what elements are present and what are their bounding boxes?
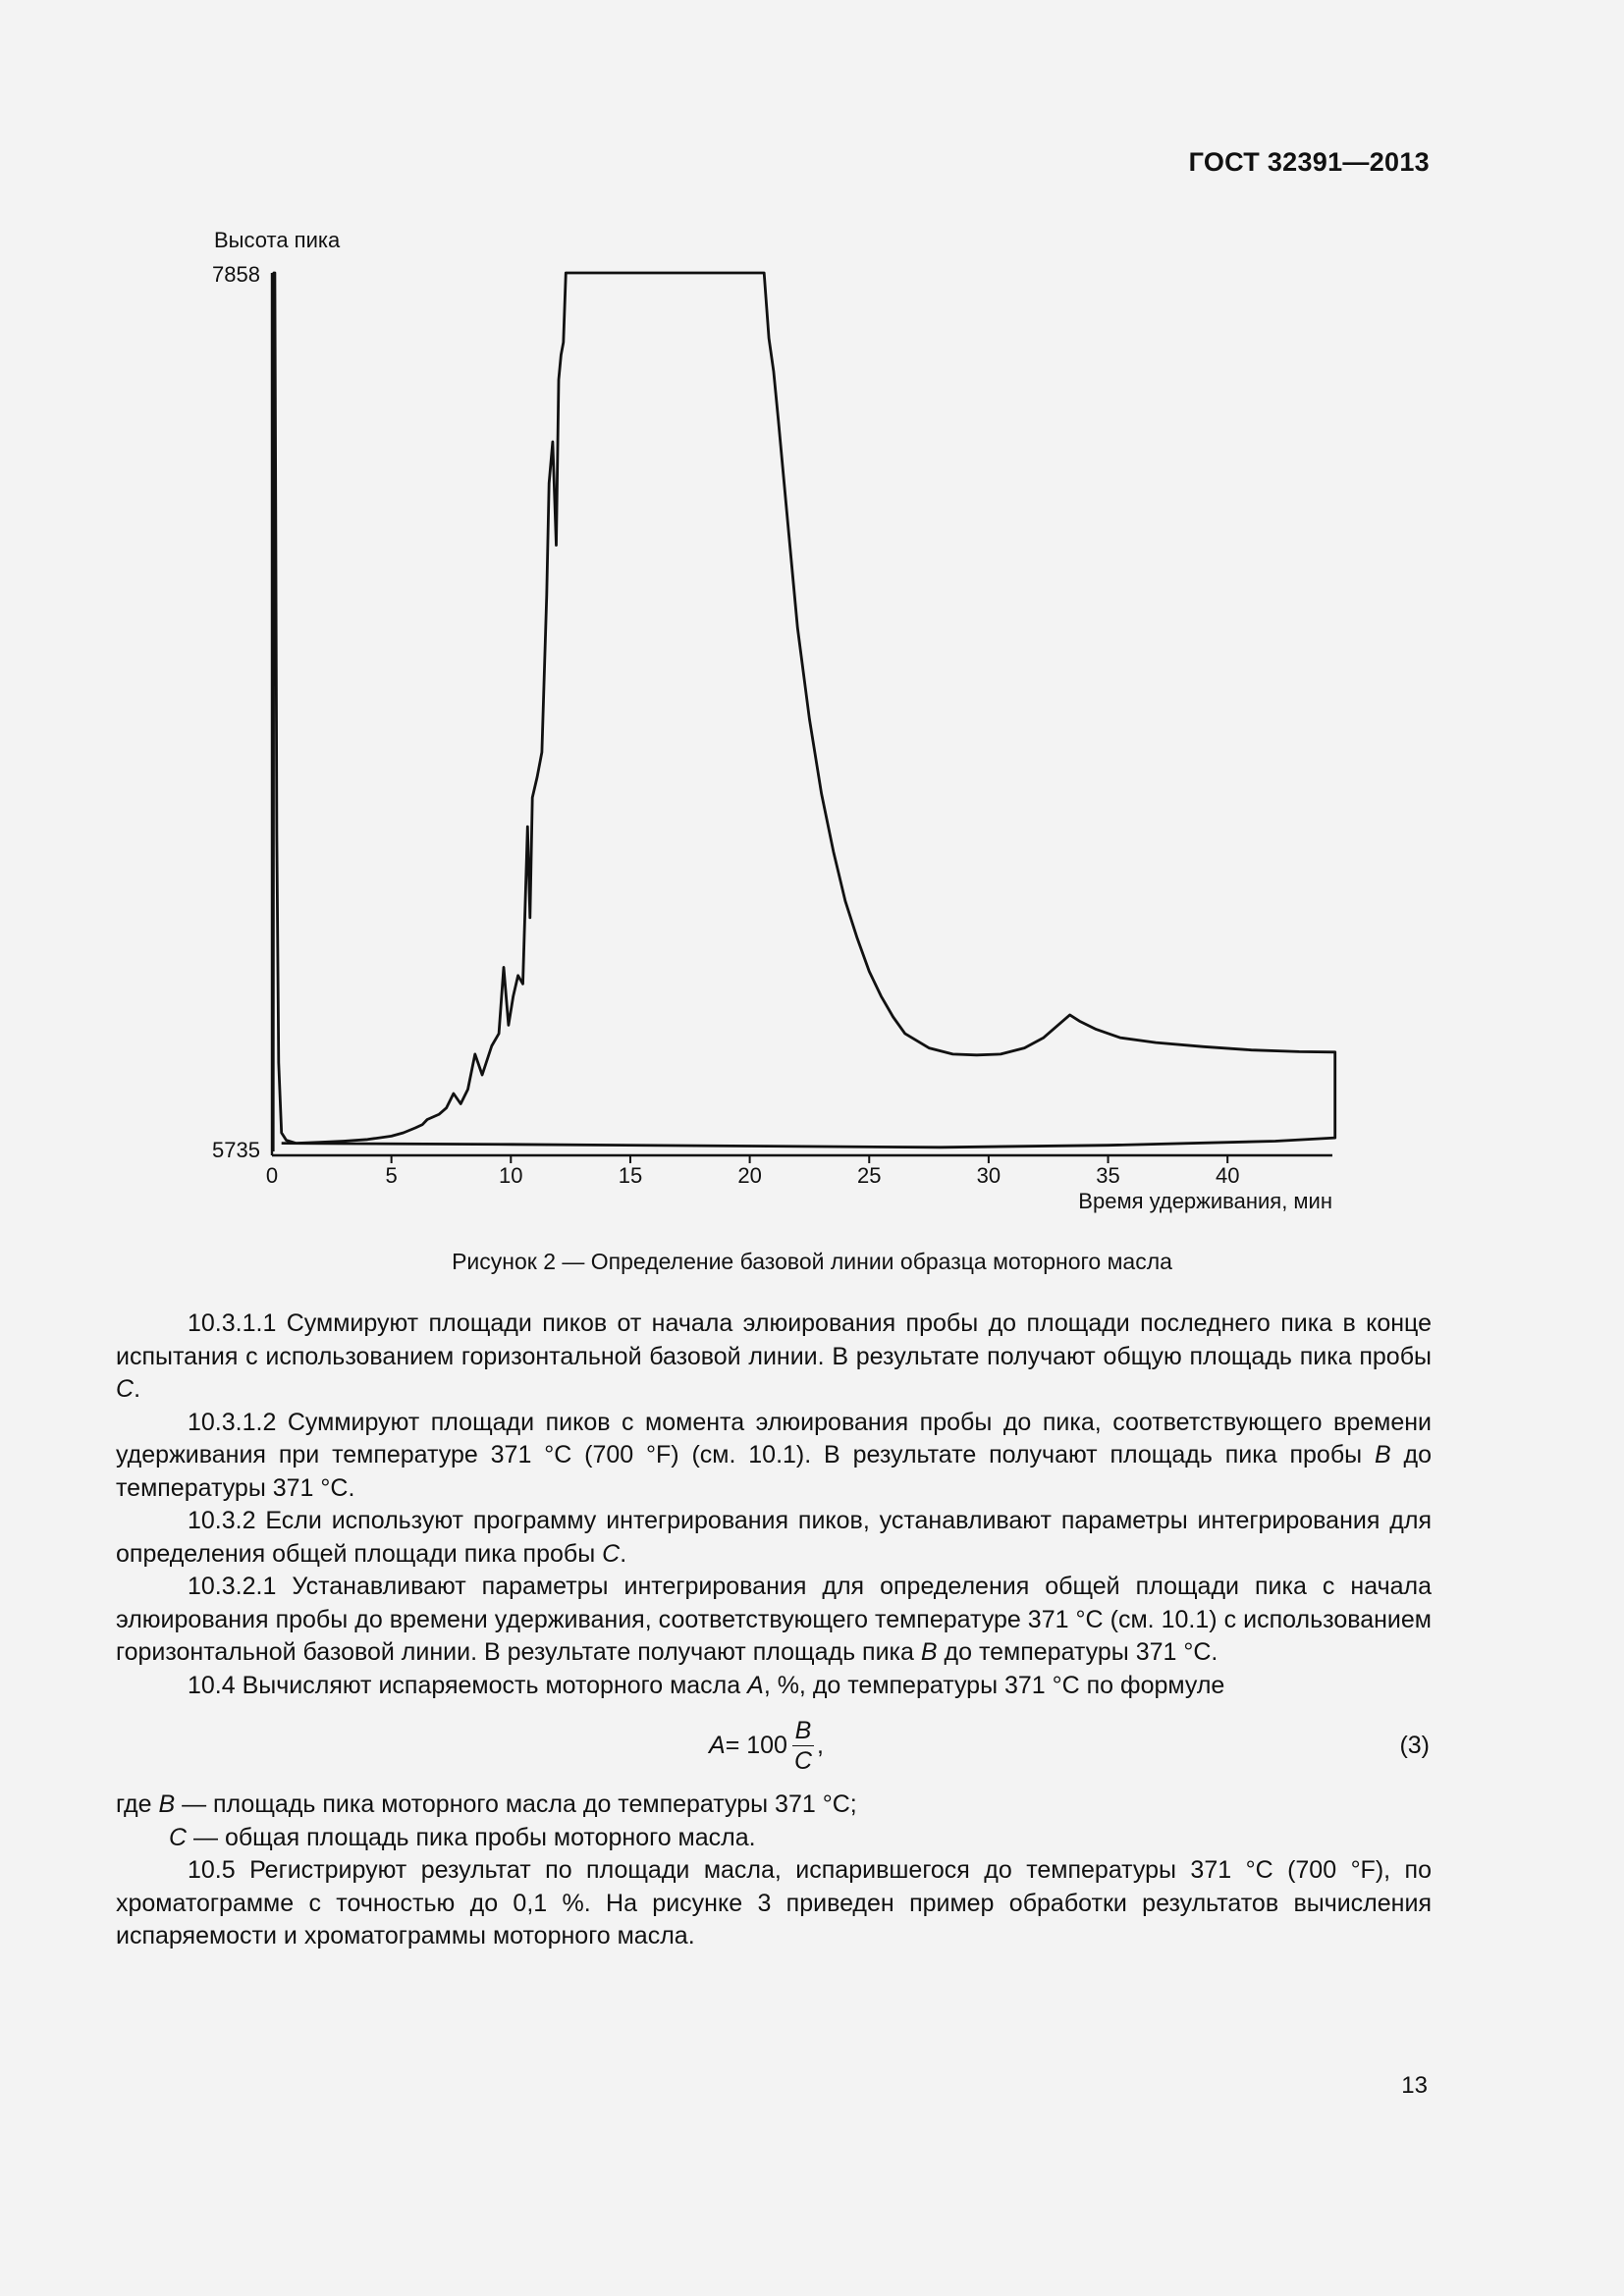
x-tick-label: 40: [1215, 1163, 1240, 1188]
x-tick-label: 25: [857, 1163, 882, 1188]
chromatogram-chart: [196, 216, 1355, 1217]
formula-number: (3): [1399, 1732, 1430, 1759]
where-line-2: C — общая площадь пика пробы моторного масла.: [169, 1823, 756, 1851]
chromatogram-trace: [273, 273, 1335, 1151]
x-tick-label: 20: [737, 1163, 762, 1188]
formula-fraction: [791, 1716, 815, 1776]
formula-lhs: A: [709, 1731, 726, 1759]
formula-trail: ,: [817, 1731, 824, 1759]
y-axis-label: Высота пика: [214, 228, 341, 252]
body-text: [116, 1308, 1432, 1953]
where-line-1: где B — площадь пика моторного масла до температуры 371 °C;: [116, 1790, 857, 1818]
x-axis-ticks: [266, 1155, 1240, 1188]
y-tick-label-max: 7858: [212, 262, 260, 287]
page-number: 13: [1401, 2072, 1428, 2099]
paragraph-10-3-2-1: 10.3.2.1 Устанавливают параметры интегрирования для определения общей площади пика с начала элюирования пробы до времени удерживания, соответствующего температуре 371 °C (см. 10.1) с использованием горизонтальной базовой линии. В результате получают площадь пика B до температуры 371 °C.: [116, 1573, 1432, 1666]
formula: [709, 1716, 824, 1776]
paragraph-10-3-1-1: 10.3.1.1 Суммируют площади пиков от начала элюирования пробы до площади последнего пика в конце испытания с использованием горизонтальной базовой линии. В результате получают общую площадь пика пробы C.: [116, 1309, 1432, 1403]
x-tick-label: 10: [499, 1163, 523, 1188]
figure-caption: Рисунок 2 — Определение базовой линии образца моторного масла: [452, 1249, 1172, 1274]
formula-coefficient: = 100: [725, 1731, 787, 1759]
x-tick-label: 15: [618, 1163, 643, 1188]
x-tick-label: 35: [1096, 1163, 1120, 1188]
formula-block: [116, 1710, 1432, 1785]
paragraph-10-4: 10.4 Вычисляют испаряемость моторного масла A, %, до температуры 371 °C по формуле: [188, 1671, 1225, 1699]
paragraph-10-3-2: 10.3.2 Если используют программу интегрирования пиков, устанавливают параметры интегрирования для определения общей площади пика пробы C.: [116, 1507, 1432, 1568]
formula-denominator: C: [793, 1747, 813, 1775]
y-tick-label-min: 5735: [212, 1138, 260, 1162]
x-axis-label: Время удерживания, мин: [1078, 1189, 1332, 1213]
x-tick-label: 0: [265, 1163, 279, 1188]
document-code: ГОСТ 32391—2013: [1188, 147, 1430, 177]
x-tick-label: 5: [385, 1163, 398, 1188]
formula-numerator: B: [792, 1716, 815, 1746]
x-tick-label: 30: [976, 1163, 1001, 1188]
paragraph-10-5: 10.5 Регистрируют результат по площади масла, испарившегося до температуры 371 °C (700 °F), по хроматограмме с точностью до 0,1 %. На рисунке 3 приведен пример обработки результатов вычисления испаряемости и хроматограммы моторного масла.: [116, 1856, 1432, 1949]
paragraph-10-3-1-2: 10.3.1.2 Суммируют площади пиков с момента элюирования пробы до пика, соответствующего времени удерживания при температуре 371 °C (700 °F) (см. 10.1). В результате получают площадь пика пробы B до температуры 371 °C.: [116, 1408, 1433, 1502]
